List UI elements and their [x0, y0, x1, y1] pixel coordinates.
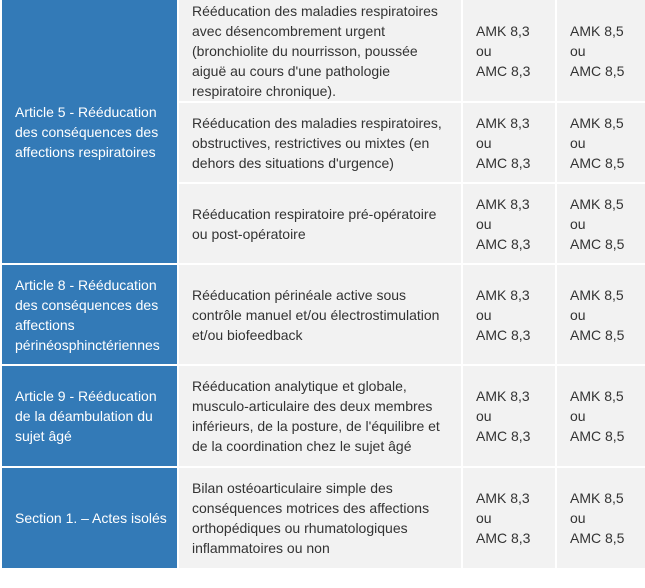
value-line: AMC 8,3 [476, 530, 531, 546]
description-cell: Rééducation analytique et globale, musculo-articulaire des deux membres inférieurs, de la posture, de l'équilibre et de la coordination chez le sujet âgé [179, 366, 461, 466]
value-cell-col1 [463, 265, 555, 364]
value-line: AMK 8,3 [476, 388, 530, 404]
value-line: AMC 8,5 [570, 62, 625, 79]
value-cell-col1 [463, 0, 555, 101]
value-line: AMK 8,3 [476, 286, 530, 303]
value-cell-col2 [557, 468, 645, 568]
value-cell-col2 [557, 103, 645, 182]
value-cell-col2 [557, 184, 645, 263]
value-cell-col2 [557, 265, 645, 364]
description-cell: Bilan ostéoarticulaire simple des conséquences motrices des affections orthopédiques ou rhumatologiques inflammatoires ou non [179, 468, 461, 568]
value-line: ou [570, 306, 586, 323]
value-line: AMC 8,5 [570, 235, 625, 252]
value-line: ou [476, 215, 492, 232]
table-row [2, 0, 645, 101]
value-line: AMK 8,5 [570, 388, 624, 404]
section-cell-article-9: Article 9 - Rééducation de la déambulation du sujet âgé [2, 366, 177, 466]
value-line: AMC 8,5 [570, 428, 625, 444]
value-cell-col1 [463, 468, 555, 568]
value-line: AMK 8,5 [570, 490, 624, 506]
value-cell-col2 [557, 366, 645, 466]
value-line: AMK 8,3 [476, 114, 530, 131]
value-line: ou [570, 134, 586, 151]
section-cell-section-1: Section 1. – Actes isolés [2, 468, 177, 568]
value-line: AMC 8,3 [476, 235, 531, 252]
value-line: AMK 8,5 [570, 22, 624, 39]
value-line: AMC 8,3 [476, 62, 531, 79]
value-cell-col1 [463, 366, 555, 466]
value-line: AMC 8,5 [570, 154, 625, 171]
value-line: AMC 8,3 [476, 326, 531, 343]
value-line: ou [570, 510, 586, 526]
value-line: AMK 8,3 [476, 22, 530, 39]
value-line: ou [476, 408, 492, 424]
value-cell-col2 [557, 0, 645, 101]
description-cell: Rééducation périnéale active sous contrôle manuel et/ou électrostimulation et/ou biofeedback [179, 265, 461, 364]
description-cell: Rééducation respiratoire pré-opératoire ou post-opératoire [179, 184, 461, 263]
table-row [2, 366, 645, 466]
value-line: AMK 8,5 [570, 114, 624, 131]
section-cell-article-8: Article 8 - Rééducation des conséquences des affections périnéosphinctériennes [2, 265, 177, 364]
value-line: ou [476, 134, 492, 151]
value-cell-col1 [463, 184, 555, 263]
value-line: AMC 8,5 [570, 530, 625, 546]
value-line: ou [570, 42, 586, 59]
value-line: AMK 8,5 [570, 195, 624, 212]
value-line: ou [570, 215, 586, 232]
value-line: AMC 8,3 [476, 428, 531, 444]
description-cell: Rééducation des maladies respiratoires avec désencombrement urgent (bronchiolite du nourrisson, poussée aiguë au cours d'une pathologie respiratoire chronique). [179, 0, 461, 101]
value-line: AMC 8,3 [476, 154, 531, 171]
table-row [2, 265, 645, 364]
section-cell-article-5: Article 5 - Rééducation des conséquences des affections respiratoires [2, 0, 177, 263]
value-line: ou [570, 408, 586, 424]
value-line: ou [476, 306, 492, 323]
value-line: AMK 8,3 [476, 195, 530, 212]
value-line: ou [476, 510, 492, 526]
value-line: AMK 8,3 [476, 490, 530, 506]
value-line: AMC 8,5 [570, 326, 625, 343]
value-line: ou [476, 42, 492, 59]
description-cell: Rééducation des maladies respiratoires, obstructives, restrictives ou mixtes (en dehors des situations d'urgence) [179, 103, 461, 182]
value-line: AMK 8,5 [570, 286, 624, 303]
table-row [2, 468, 645, 568]
value-cell-col1 [463, 103, 555, 182]
